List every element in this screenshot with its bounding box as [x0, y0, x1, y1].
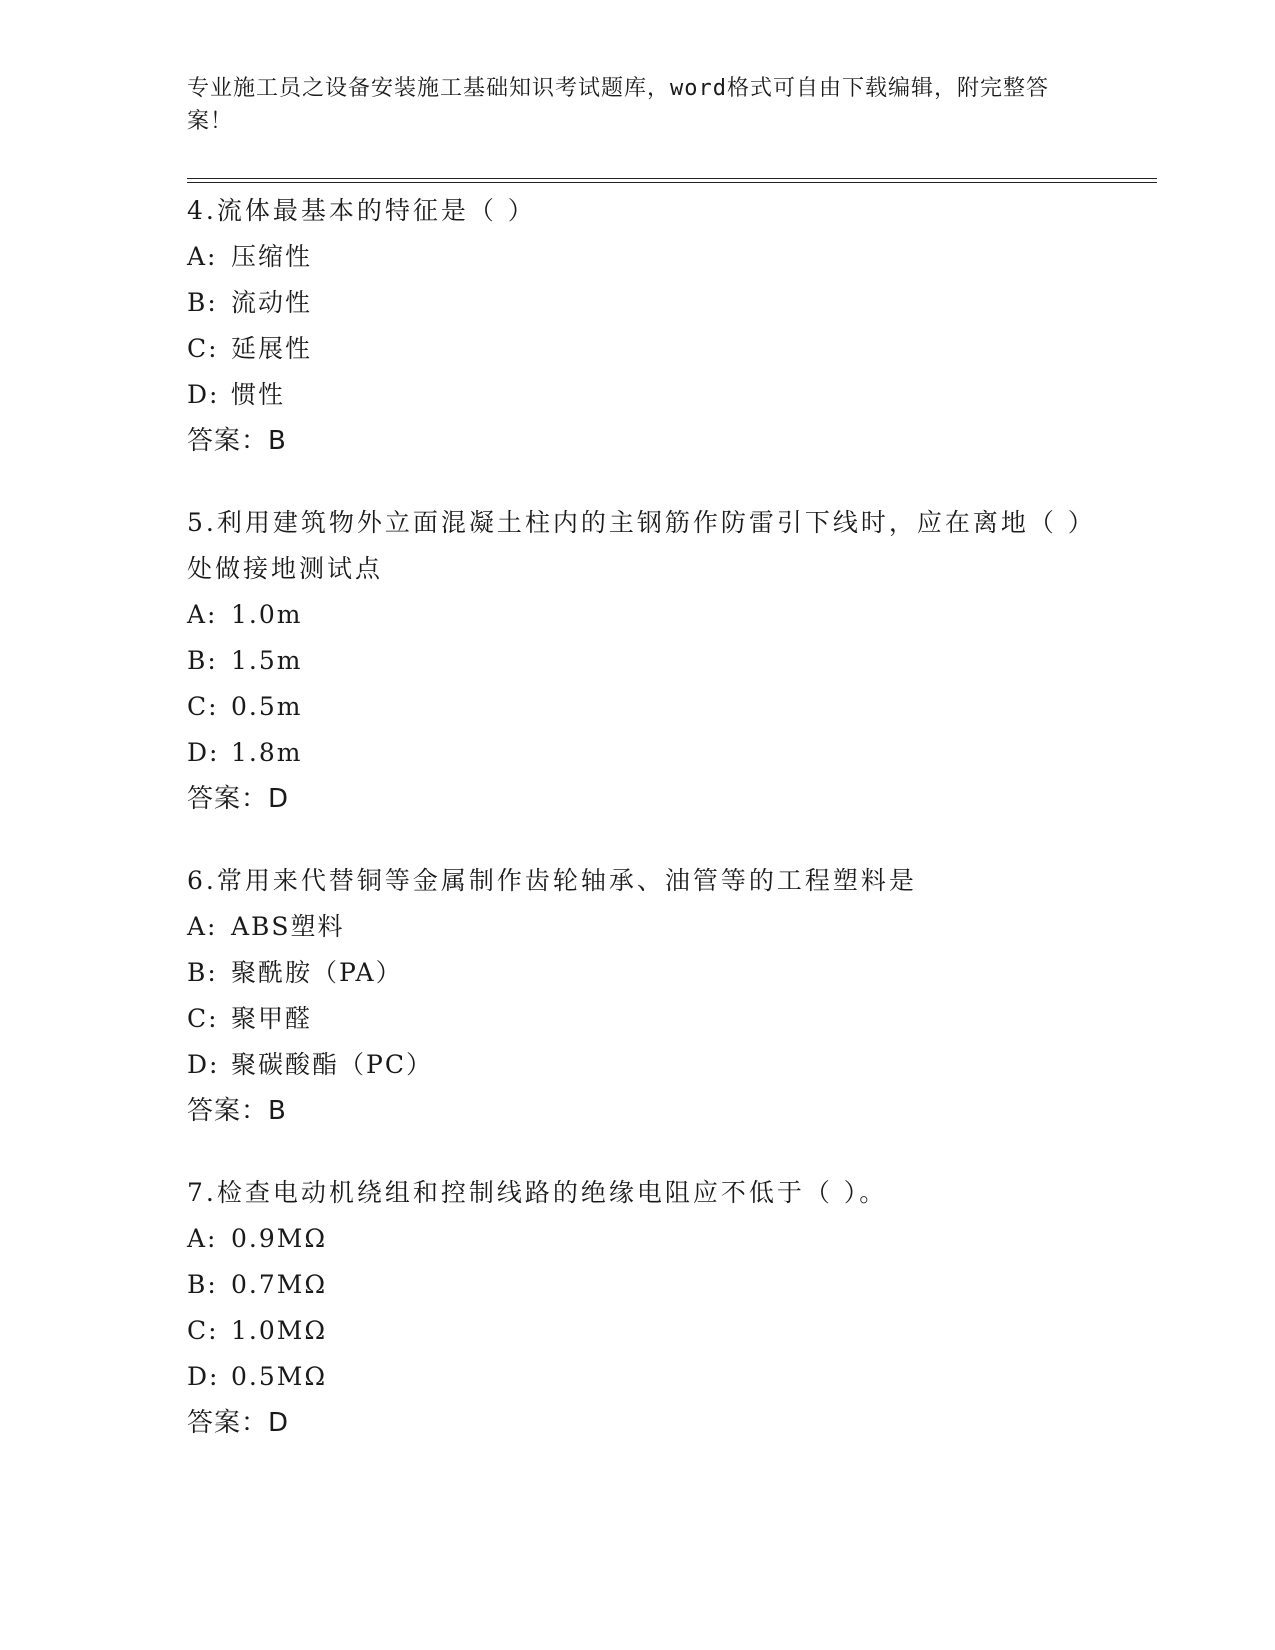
option-c — [187, 326, 1087, 372]
option-letter: D: — [187, 380, 220, 409]
option-text: 0.9MΩ — [231, 1224, 328, 1253]
option-b — [187, 1262, 1087, 1308]
option-text: 1.0MΩ — [231, 1316, 328, 1345]
option-text: 压缩性 — [231, 242, 313, 271]
option-letter: B: — [187, 646, 218, 675]
answer-line: 答案：D — [187, 1408, 290, 1438]
option-letter: A: — [187, 242, 218, 271]
option-text: 0.5MΩ — [231, 1362, 328, 1391]
option-letter: B: — [187, 288, 218, 317]
option-letter: C: — [187, 692, 219, 721]
option-letter: C: — [187, 1316, 219, 1345]
option-letter: D: — [187, 1050, 220, 1079]
option-b — [187, 638, 1087, 684]
option-letter: C: — [187, 334, 219, 363]
question-text: 5.利用建筑物外立面混凝土柱内的主钢筋作防雷引下线时，应在离地（ ）处做接地测试点 — [187, 508, 1084, 583]
option-text: 0.5m — [231, 692, 303, 721]
option-c — [187, 996, 1087, 1042]
question-5 — [187, 500, 1087, 822]
option-b — [187, 280, 1087, 326]
question-text: 4.流体最基本的特征是（ ） — [187, 196, 536, 225]
answer-line: 答案：D — [187, 784, 290, 814]
question-7 — [187, 1170, 1087, 1446]
header-rule-top — [187, 178, 1157, 179]
option-text: 1.8m — [231, 738, 303, 767]
option-d — [187, 730, 1087, 776]
option-text: 聚酰胺（PA） — [231, 958, 403, 987]
option-a — [187, 234, 1087, 280]
option-letter: B: — [187, 1270, 218, 1299]
option-d — [187, 1354, 1087, 1400]
option-letter: A: — [187, 600, 218, 629]
header-rule-bottom — [187, 182, 1157, 183]
option-text: ABS塑料 — [231, 912, 345, 941]
question-list — [187, 188, 1087, 1482]
option-c — [187, 1308, 1087, 1354]
option-letter: B: — [187, 958, 218, 987]
option-b — [187, 950, 1087, 996]
option-d — [187, 372, 1087, 418]
option-text: 1.0m — [231, 600, 303, 629]
question-4 — [187, 188, 1087, 464]
question-text: 6.常用来代替铜等金属制作齿轮轴承、油管等的工程塑料是 — [187, 866, 917, 895]
option-letter: A: — [187, 1224, 218, 1253]
option-c — [187, 684, 1087, 730]
question-6 — [187, 858, 1087, 1134]
option-letter: D: — [187, 738, 220, 767]
option-text: 流动性 — [231, 288, 313, 317]
option-text: 聚碳酸酯（PC） — [231, 1050, 433, 1079]
option-letter: C: — [187, 1004, 219, 1033]
option-a — [187, 592, 1087, 638]
option-text: 1.5m — [231, 646, 303, 675]
option-letter: A: — [187, 912, 218, 941]
answer-line: 答案：B — [187, 1096, 287, 1126]
answer-line: 答案：B — [187, 426, 287, 456]
option-letter: D: — [187, 1362, 220, 1391]
document-header: 专业施工员之设备安装施工基础知识考试题库，word格式可自由下载编辑，附完整答案！ — [187, 76, 1049, 134]
option-d — [187, 1042, 1087, 1088]
question-text: 7.检查电动机绕组和控制线路的绝缘电阻应不低于（ ）。 — [187, 1178, 888, 1207]
option-text: 聚甲醛 — [231, 1004, 313, 1033]
option-text: 延展性 — [231, 334, 313, 363]
option-text: 惯性 — [231, 380, 286, 409]
option-a — [187, 1216, 1087, 1262]
option-text: 0.7MΩ — [231, 1270, 328, 1299]
option-a — [187, 904, 1087, 950]
